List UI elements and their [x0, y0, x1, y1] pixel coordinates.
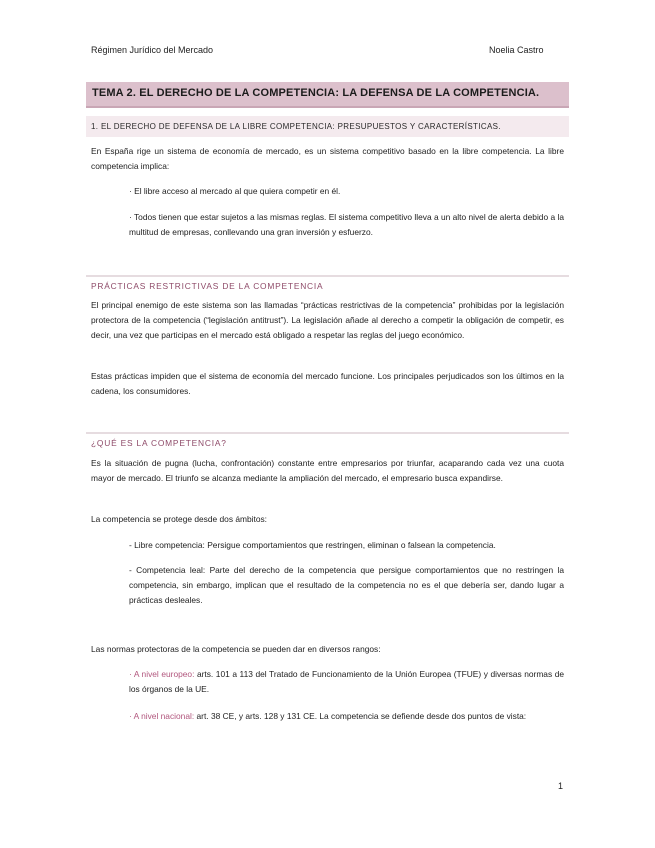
que-es-paragraph-2: La competencia se protege desde dos ámbitos: — [91, 514, 267, 524]
section-subtitle: 1. EL DERECHO DE DEFENSA DE LA LIBRE COMPETENCIA: PRESUPUESTOS Y CARACTERÍSTICAS. — [91, 122, 501, 131]
header-author: Noelia Castro — [489, 45, 544, 55]
header-course-title: Régimen Jurídico del Mercado — [91, 45, 214, 55]
intro-paragraph: En España rige un sistema de economía de mercado, es un sistema competitivo basado en la libre competencia. La libre competencia implica: — [91, 146, 564, 171]
normas-nacional — [129, 709, 564, 724]
title-banner — [86, 82, 569, 108]
page-number: 1 — [558, 781, 564, 791]
intro-bullet-2: · Todos tienen que estar sujetos a las mismas reglas. El sistema competitivo lleva a un alto nivel de alerta debido a la multitud de empresas, conllevando una gran inversión y esfuerzo. — [129, 212, 564, 237]
normas-europeo — [129, 667, 564, 697]
practicas-paragraph-2: Estas prácticas impiden que el sistema de economía del mercado funcione. Los principales perjudicados son los últimos en la cadena, los consumidores. — [91, 371, 564, 396]
section-divider — [86, 275, 569, 277]
heading-practicas: PRÁCTICAS RESTRICTIVAS DE LA COMPETENCIA — [91, 281, 324, 291]
que-es-paragraph-1: Es la situación de pugna (lucha, confrontación) constante entre empresarios por triunfar, acaparando cada vez una cuota mayor de mercado. El triunfo se alcanza mediante la ampliación del mercado, el empresario busca expandirse. — [91, 458, 564, 483]
heading-que-es: ¿QUÉ ES LA COMPETENCIA? — [91, 438, 227, 448]
section-divider — [86, 432, 569, 434]
normas-intro: Las normas protectoras de la competencia se pueden dar en diversos rangos: — [91, 644, 381, 654]
que-es-bullet-2: - Competencia leal: Parte del derecho de la competencia que persigue comportamientos que no restringen la competencia, sin embargo, implican que el resultado de la competencia no es el que debería ser, dando lugar a prácticas desleales. — [129, 565, 564, 605]
europeo-label: · A nivel europeo: — [129, 669, 195, 679]
subtitle-banner — [86, 116, 569, 137]
europeo-text: arts. 101 a 113 del Tratado de Funcionamiento de la Unión Europea (TFUE) y diversas normas de los órganos de la UE. — [129, 669, 565, 694]
que-es-bullet-1: - Libre competencia: Persigue comportamientos que restringen, eliminan o falsean la competencia. — [129, 540, 496, 550]
nacional-text: art. 38 CE, y arts. 128 y 131 CE. La competencia se defiende desde dos puntos de vista: — [194, 711, 527, 721]
page-title: TEMA 2. EL DERECHO DE LA COMPETENCIA: LA DEFENSA DE LA COMPETENCIA. — [92, 87, 540, 99]
intro-bullet-1: · El libre acceso al mercado al que quiera competir en él. — [129, 186, 341, 196]
nacional-label: · A nivel nacional: — [129, 711, 195, 721]
practicas-paragraph-1: El principal enemigo de este sistema son las llamadas “prácticas restrictivas de la competencia” prohibidas por la legislación protectora de la competencia (“legislación antitrust”). La legislación añade al derecho a competir la obligación de competir, es decir, una vez que participas en el mercado está obligado a respetar las reglas del juego económico. — [91, 300, 564, 340]
